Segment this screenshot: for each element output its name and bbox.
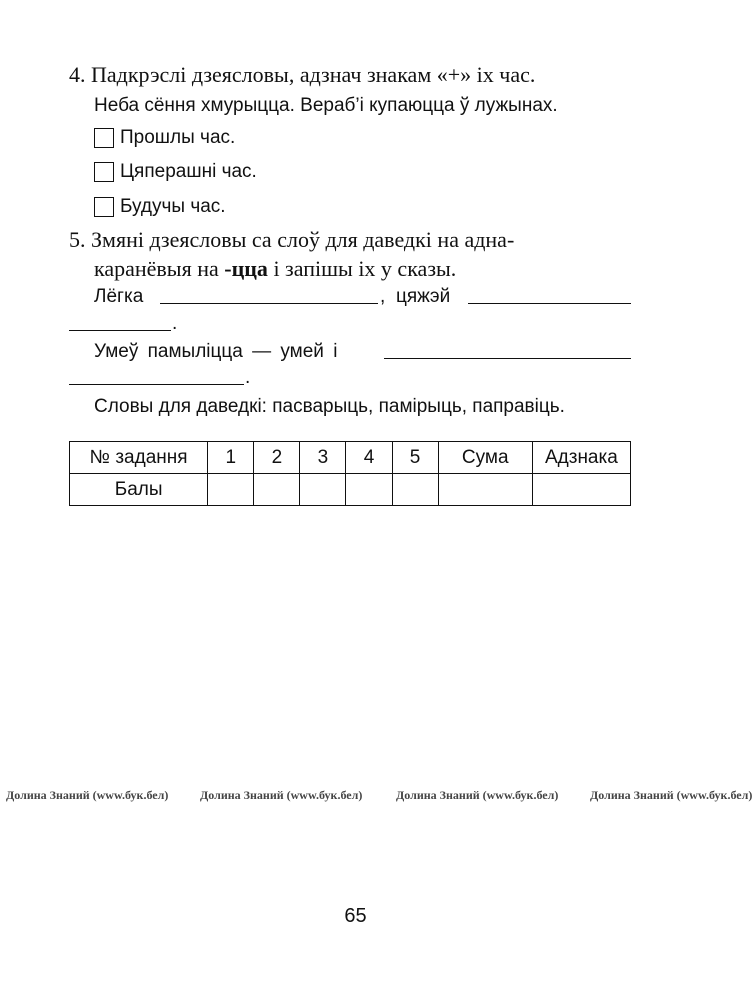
comma: , [380,286,386,307]
option-past-tense[interactable] [94,126,235,150]
fill-word-legka: Лёгка [94,286,144,307]
score-cell[interactable] [346,474,392,506]
header-cell: 5 [392,442,438,474]
period: . [245,367,251,388]
score-cell[interactable] [208,474,254,506]
answer-blank-1[interactable] [160,303,378,304]
header-cell: 4 [346,442,392,474]
checkbox-past-tense[interactable] [94,128,114,148]
table-header-row [70,442,631,474]
score-cell[interactable] [532,474,630,506]
task4-sentence: Неба сёння хмурыцца. Вераб’і купаюцца ў лужынах. [94,95,558,116]
score-cell[interactable] [300,474,346,506]
table-row [70,474,631,506]
task5-heading-line1: 5. Змяні дзеясловы са слоў для даведкі на адна- [69,227,515,252]
period: . [172,313,178,334]
answer-blank-4[interactable] [384,358,631,359]
checkbox-future-tense[interactable] [94,197,114,217]
watermark: Долина Знаний (www.бук.бел) [200,788,363,802]
option-future-tense[interactable] [94,195,226,219]
hint-words: Словы для даведкі: пасварыць, памірыць, паправіць. [94,396,565,417]
checkbox-present-tense[interactable] [94,162,114,182]
task4-heading: 4. Падкрэслі дзеясловы, адзнач знакам «+» іх час. [69,62,536,87]
watermark: Долина Знаний (www.бук.бел) [6,788,169,802]
header-cell: Сума [438,442,532,474]
score-cell[interactable] [392,474,438,506]
heading-text: каранёвыя на [94,256,225,281]
header-cell: 2 [254,442,300,474]
header-cell: 1 [208,442,254,474]
proverb-text: Умеў памыліцца — умей і [94,341,338,362]
answer-blank-2[interactable] [468,303,631,304]
heading-text: і запішы іх у сказы. [267,256,457,281]
watermark: Долина Знаний (www.бук.бел) [396,788,559,802]
heading-suffix: -цца [224,256,268,281]
header-cell: Адзнака [532,442,630,474]
answer-blank-5[interactable] [69,384,244,385]
answer-blank-3[interactable] [69,330,171,331]
option-label: Будучы час. [120,196,226,217]
header-cell: № задання [70,442,208,474]
row-label: Балы [70,474,208,506]
score-cell[interactable] [438,474,532,506]
task5-heading-line2 [94,256,456,282]
option-label: Цяперашні час. [120,161,257,182]
score-cell[interactable] [254,474,300,506]
watermark: Долина Знаний (www.бук.бел) [590,788,752,802]
header-cell: 3 [300,442,346,474]
option-label: Прошлы час. [120,127,236,148]
option-present-tense[interactable] [94,160,257,184]
fill-word-tsyazhey: цяжэй [396,286,451,307]
score-table [69,441,631,506]
page-number: 65 [344,905,367,927]
